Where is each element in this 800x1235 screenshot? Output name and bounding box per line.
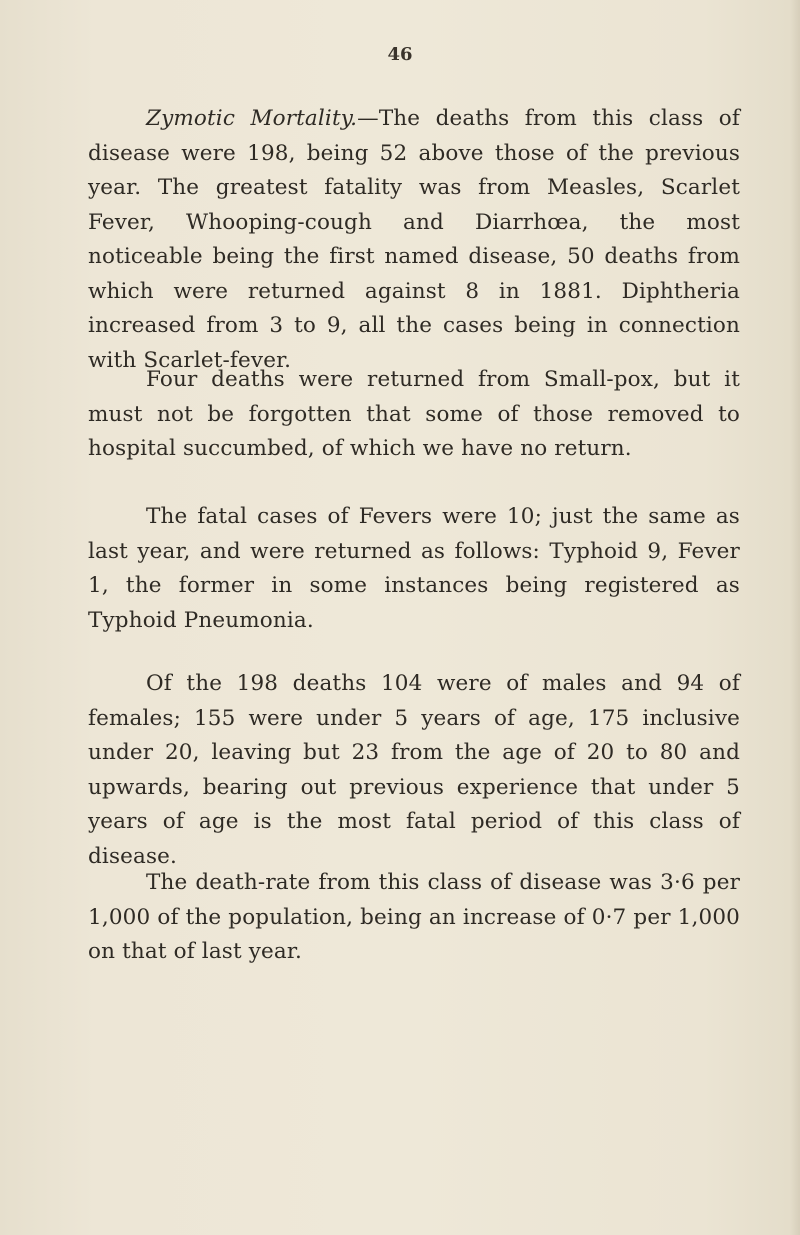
paragraph-zymotic-mortality	[88, 102, 740, 378]
paragraph-text: Four deaths were returned from Small-pox, but it must not be forgotten that some of those removed to hospital succumbed, of which we have no return.	[88, 367, 740, 461]
page-edge-shadow	[790, 0, 800, 1235]
section-heading: Zymotic Mortality.	[146, 106, 358, 131]
paragraph-text: —The deaths from this class of disease were 198, being 52 above those of the previous year. The greatest fatality was from Measles, Scarlet Fever, Whooping-cough and Diarrhœa, the most noticeable being the first named disease, 50 deaths from which were returned against 8 in 1881. Diphtheria increased from 3 to 9, all the cases being in connection with Scarlet-fever.	[88, 106, 740, 373]
page-number: 46	[387, 44, 413, 65]
paragraph-text: The fatal cases of Fevers were 10; just the same as last year, and were returned as follows: Typhoid 9, Fever 1, the former in some instances being registered as Typhoid Pneumonia.	[88, 504, 740, 633]
paragraph-text: Of the 198 deaths 104 were of males and 94 of females; 155 were under 5 years of age, 175 inclusive under 20, leaving but 23 from the age of 20 to 80 and upwards, bearing out previous experience that under 5 years of age is the most fatal period of this class of disease.	[88, 671, 740, 869]
paragraph-text: The death-rate from this class of disease was 3·6 per 1,000 of the population, being an increase of 0·7 per 1,000 on that of last year.	[88, 870, 740, 964]
paragraph-small-pox	[88, 363, 740, 467]
paragraph-fevers	[88, 500, 740, 638]
paragraph-deaths-breakdown	[88, 667, 740, 874]
paragraph-death-rate	[88, 866, 740, 970]
